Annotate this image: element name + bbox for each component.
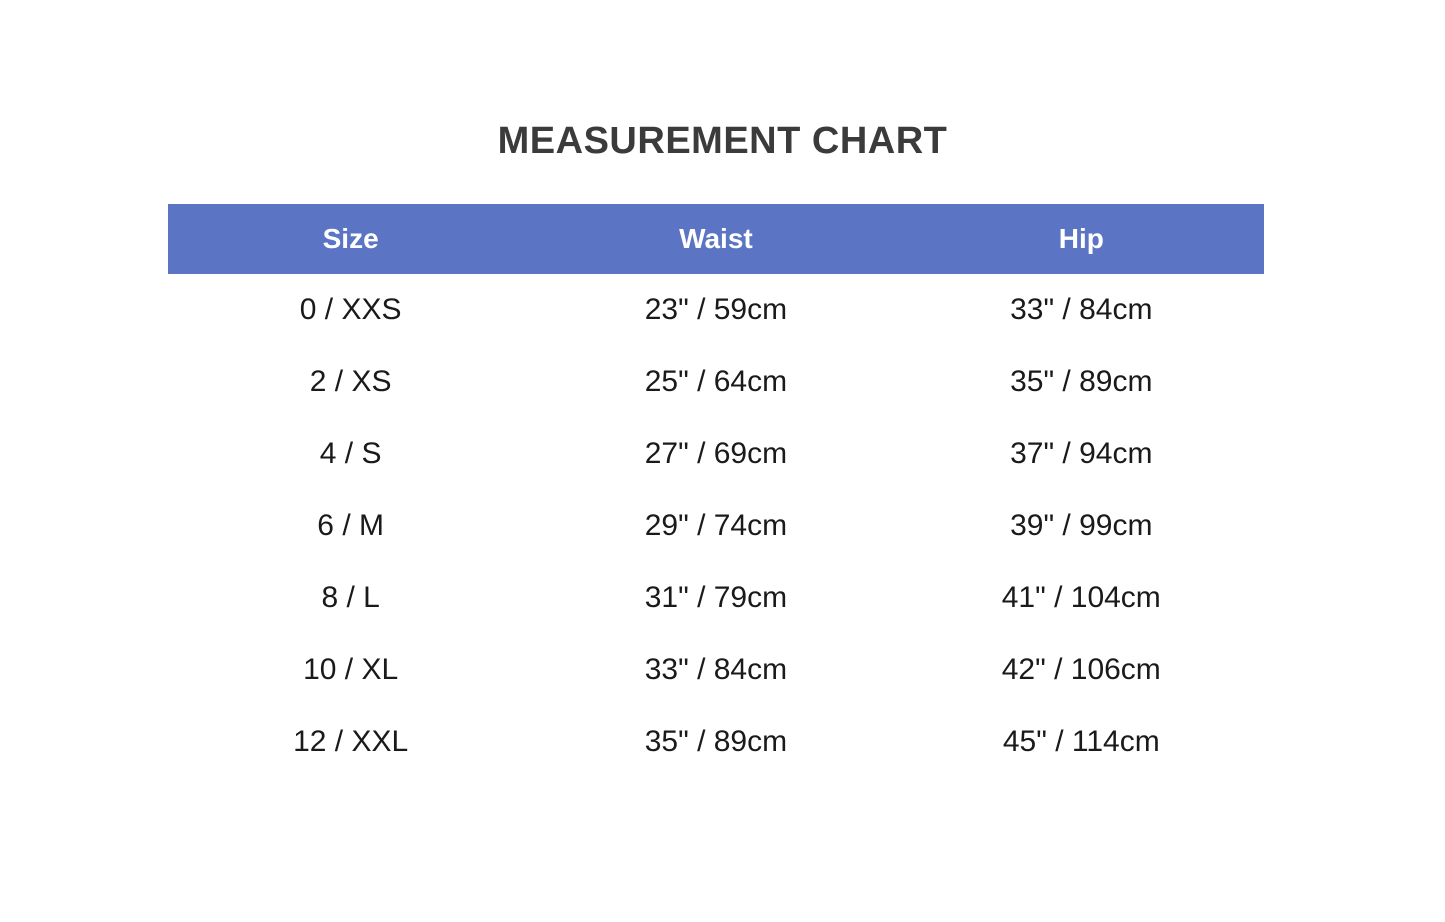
column-header-waist: Waist [533, 204, 898, 274]
cell-hip: 39" / 99cm [1010, 509, 1153, 542]
cell-size: 8 / L [321, 581, 380, 614]
cell-waist: 25" / 64cm [644, 365, 788, 398]
cell-waist: 35" / 89cm [644, 725, 788, 758]
table-row [168, 634, 1264, 706]
column-header-hip: Hip [899, 204, 1264, 274]
cell-hip: 33" / 84cm [1010, 293, 1153, 326]
table-body [168, 274, 1264, 778]
column-header-size: Size [168, 204, 533, 274]
cell-size: 12 / XXL [293, 725, 409, 758]
cell-size: 6 / M [317, 509, 384, 542]
cell-waist: 27" / 69cm [644, 437, 788, 470]
table-row [168, 274, 1264, 346]
cell-hip: 45" / 114cm [1002, 725, 1160, 758]
cell-hip: 35" / 89cm [1010, 365, 1153, 398]
table-header [168, 204, 1264, 274]
cell-size: 2 / XS [309, 365, 392, 398]
table-row [168, 346, 1264, 418]
cell-hip: 37" / 94cm [1010, 437, 1153, 470]
size-table-container [168, 204, 1264, 778]
cell-waist: 29" / 74cm [644, 509, 788, 542]
cell-size: 4 / S [319, 437, 382, 470]
page-title: MEASUREMENT CHART [497, 120, 948, 162]
cell-waist: 33" / 84cm [644, 653, 788, 686]
table-row [168, 490, 1264, 562]
cell-hip: 42" / 106cm [1001, 653, 1161, 686]
cell-waist: 23" / 59cm [644, 293, 788, 326]
table-row [168, 418, 1264, 490]
table-header-row [168, 204, 1264, 274]
cell-hip: 41" / 104cm [1001, 581, 1161, 614]
cell-size: 10 / XL [303, 653, 399, 686]
cell-size: 0 / XXS [299, 293, 402, 326]
cell-waist: 31" / 79cm [644, 581, 788, 614]
measurement-table [168, 204, 1264, 778]
table-row [168, 706, 1264, 778]
table-row [168, 562, 1264, 634]
